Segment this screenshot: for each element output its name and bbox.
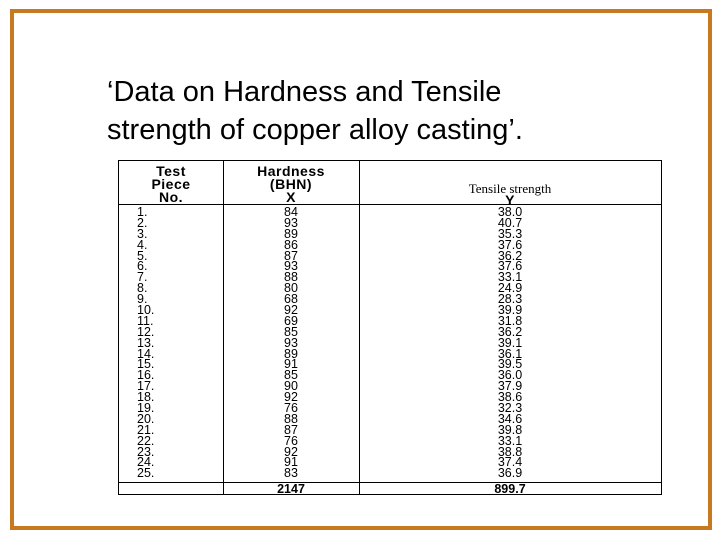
cell-tensile: 39.8 [497,422,523,437]
header-test-piece [119,161,223,205]
cell-test-no: 9. [137,292,148,307]
cell-hardness: 69 [284,313,298,328]
cell-hardness: 76 [284,433,298,448]
cell-test-no: 8. [137,281,148,296]
cell-hardness: 83 [284,466,298,481]
table-row [119,283,661,294]
table-row [119,346,661,361]
table-row [119,457,661,468]
table-row [119,313,661,328]
table-row [119,226,661,241]
cell-tensile: 37.4 [497,455,523,470]
cell-hardness: 86 [284,237,298,252]
cell-tensile: 24.9 [497,281,523,296]
cell-tensile: 28.3 [497,292,523,307]
cell-hardness: 89 [284,346,298,361]
cell-tensile: 39.1 [497,335,523,350]
cell-tensile: 33.1 [497,433,523,448]
cell-test-no: 21. [137,422,155,437]
cell-test-no: 15. [137,357,155,372]
cell-test-no: 20. [137,411,155,426]
cell-test-no: 3. [137,226,148,241]
cell-test-no: 12. [137,324,155,339]
table-row [119,433,661,448]
cell-tensile: 35.3 [497,226,523,241]
cell-test-no: 13. [137,335,155,350]
cell-test-no: 19. [137,401,155,416]
cell-test-no: 7. [137,270,148,285]
table-row [119,335,661,350]
header-text: Piece [151,176,191,192]
table-row [119,294,661,305]
cell-hardness: 93 [284,335,298,350]
cell-hardness: 90 [284,379,298,394]
header-tensile-strength [359,161,661,208]
cell-tensile: 38.8 [497,444,523,459]
table-row [119,237,661,252]
cell-test-no: 23. [137,444,155,459]
cell-hardness: 92 [284,390,298,405]
table-row [119,468,661,479]
cell-tensile: 34.6 [497,411,523,426]
cell-tensile: 36.2 [497,324,523,339]
cell-hardness: 93 [284,215,298,230]
total-y: 899.7 [494,482,526,496]
cell-tensile: 37.6 [497,259,523,274]
table-row [119,248,661,263]
table-body [119,207,661,479]
table-row [119,215,661,230]
cell-test-no: 10. [137,303,155,318]
cell-tensile: 32.3 [497,401,523,416]
table-row [119,272,661,283]
table-total-row [119,482,661,495]
cell-hardness: 92 [284,444,298,459]
table-row [119,403,661,414]
cell-test-no: 4. [137,237,148,252]
cell-hardness: 80 [284,281,298,296]
cell-tensile: 37.9 [497,379,523,394]
cell-tensile: 36.2 [497,248,523,263]
cell-tensile: 36.0 [497,368,523,383]
table-row [119,305,661,316]
cell-tensile: 38.6 [497,390,523,405]
cell-hardness: 87 [284,422,298,437]
cell-hardness: 76 [284,401,298,416]
cell-tensile: 40.7 [497,215,523,230]
table-row [119,444,661,459]
cell-test-no: 24. [137,455,155,470]
cell-test-no: 22. [137,433,155,448]
cell-hardness: 68 [284,292,298,307]
header-text: X [286,189,296,205]
cell-hardness: 89 [284,226,298,241]
cell-test-no: 5. [137,248,148,263]
cell-test-no: 11. [137,313,154,328]
table-row [119,411,661,426]
table-row [119,207,661,218]
header-hardness [223,161,359,205]
table-row [119,359,661,370]
header-text: Test [156,163,186,179]
header-text: (BHN) [269,176,313,192]
data-table [118,160,662,495]
cell-test-no: 14. [137,346,155,361]
total-x: 2147 [277,482,305,496]
header-text: Tensile strength [468,181,552,196]
cell-tensile: 38.0 [497,205,523,219]
cell-hardness: 87 [284,248,298,263]
table-row [119,370,661,381]
table-row [119,261,661,272]
header-text: No. [158,189,184,205]
cell-hardness: 88 [284,411,298,426]
header-text: Y [505,192,515,208]
cell-test-no: 6. [137,259,148,274]
cell-test-no: 16. [137,368,155,383]
cell-test-no: 18. [137,390,155,405]
cell-hardness: 85 [284,368,298,383]
header-text: Hardness [257,163,325,179]
title-line-2: strength of copper alloy casting’. [107,114,523,146]
cell-hardness: 92 [284,303,298,318]
cell-test-no: 25. [137,466,155,481]
cell-hardness: 88 [284,270,298,285]
table-row [119,381,661,392]
cell-hardness: 85 [284,324,298,339]
cell-tensile: 37.6 [497,237,523,252]
cell-tensile: 31.8 [497,313,523,328]
cell-tensile: 36.1 [497,346,523,361]
cell-test-no: 2. [137,215,148,230]
cell-tensile: 39.5 [497,357,523,372]
title-line-1: ‘Data on Hardness and Tensile [107,76,502,108]
cell-tensile: 39.9 [497,303,523,318]
table-row [119,392,661,403]
cell-tensile: 33.1 [497,270,523,285]
cell-test-no: 1. [137,205,148,219]
cell-test-no: 17. [137,379,155,394]
cell-hardness: 91 [284,357,298,372]
cell-hardness: 93 [284,259,298,274]
table-row [119,324,661,339]
table-row [119,422,661,437]
cell-tensile: 36.9 [497,466,523,481]
cell-hardness: 91 [284,455,298,470]
slide-title [107,73,667,149]
cell-hardness: 84 [284,205,298,219]
